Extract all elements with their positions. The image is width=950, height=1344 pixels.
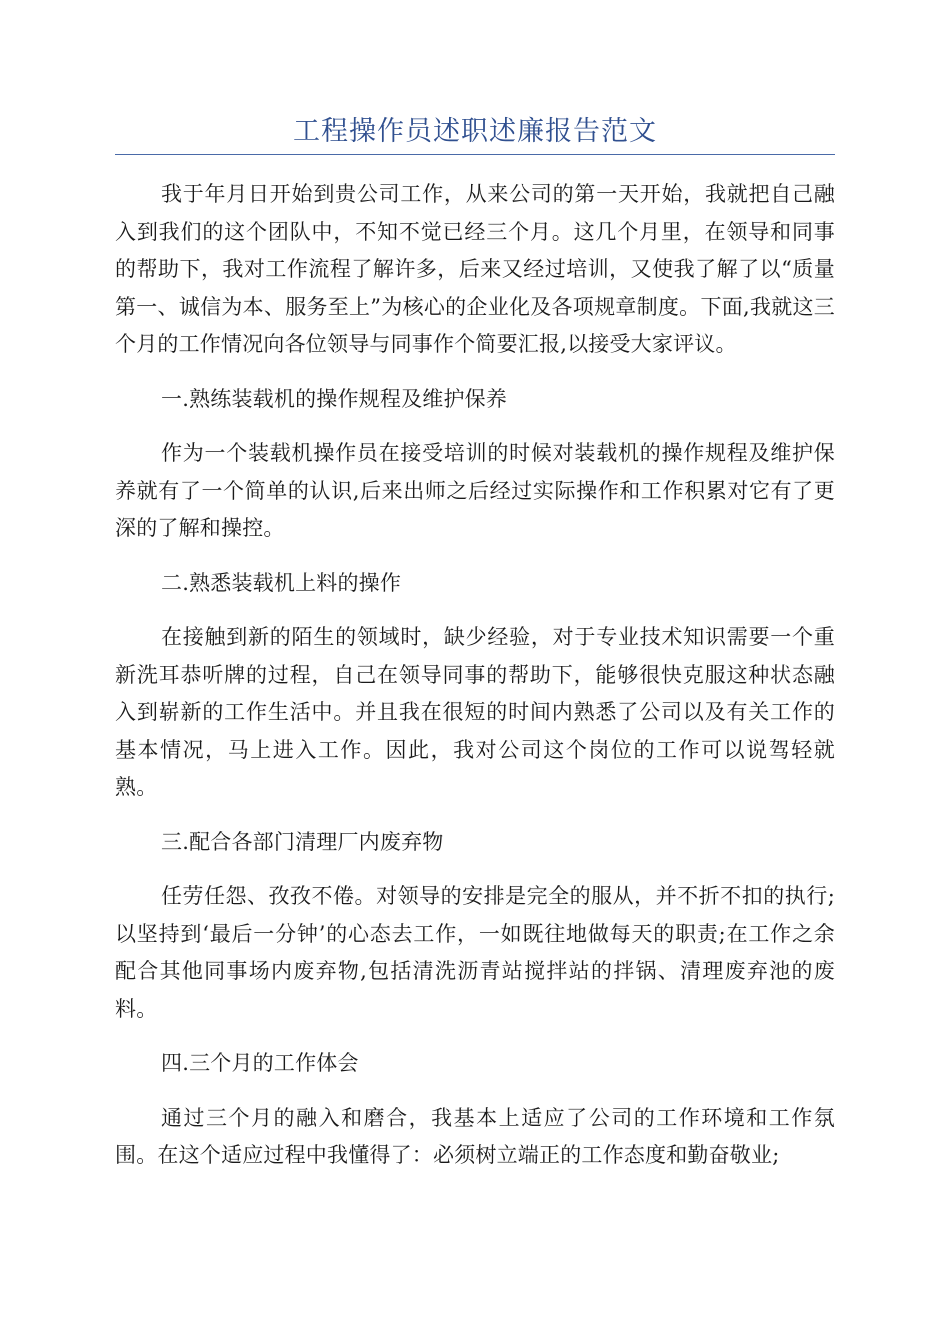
section-heading-4: 四.三个月的工作体会 — [161, 1051, 359, 1075]
title-underline — [115, 154, 835, 155]
document-body — [115, 176, 835, 1192]
paragraph-section-1: 作为一个装载机操作员在接受培训的时候对装载机的操作规程及维护保养就有了一个简单的认识,后来出师之后经过实际操作和工作积累对它有了更深的了解和操控。 — [115, 441, 835, 540]
paragraph-section-4: 通过三个月的融入和磨合，我基本上适应了公司的工作环境和工作氛围。在这个适应过程中我懂得了：必须树立端正的工作态度和勤奋敬业; — [115, 1105, 835, 1167]
paragraph-intro: 我于年月日开始到贵公司工作，从来公司的第一天开始，我就把自己融入到我们的这个团队中，不知不觉已经三个月。这几个月里，在领导和同事的帮助下，我对工作流程了解许多，后来又经过培训，又使我了解了以“质量第一、诚信为本、服务至上”为核心的企业化及各项规章制度。下面,我就这三个月的工作情况向各位领导与同事作个简要汇报,以接受大家评议。 — [115, 182, 835, 356]
paragraph-section-2: 在接触到新的陌生的领域时，缺少经验，对于专业技术知识需要一个重新洗耳恭听牌的过程，自己在领导同事的帮助下，能够很快克服这种状态融入到崭新的工作生活中。并且我在很短的时间内熟悉了公司以及有关工作的基本情况，马上进入工作。因此，我对公司这个岗位的工作可以说驾轻就熟。 — [115, 625, 835, 799]
section-heading-1: 一.熟练装载机的操作规程及维护保养 — [161, 386, 508, 411]
section-heading-3: 三.配合各部门清理厂内废弃物 — [161, 829, 444, 854]
section-heading-2: 二.熟悉装载机上料的操作 — [161, 570, 402, 595]
page-title: 工程操作员述职述廉报告范文 — [293, 116, 657, 147]
paragraph-section-3: 任劳任怨、孜孜不倦。对领导的安排是完全的服从，并不折不扣的执行;以坚持到‘最后一分钟’的心态去工作，一如既往地做每天的职责;在工作之余配合其他同事场内废弃物,包括清洗沥青站搅拌站的拌锅、清理废弃池的废料。 — [115, 884, 835, 1021]
